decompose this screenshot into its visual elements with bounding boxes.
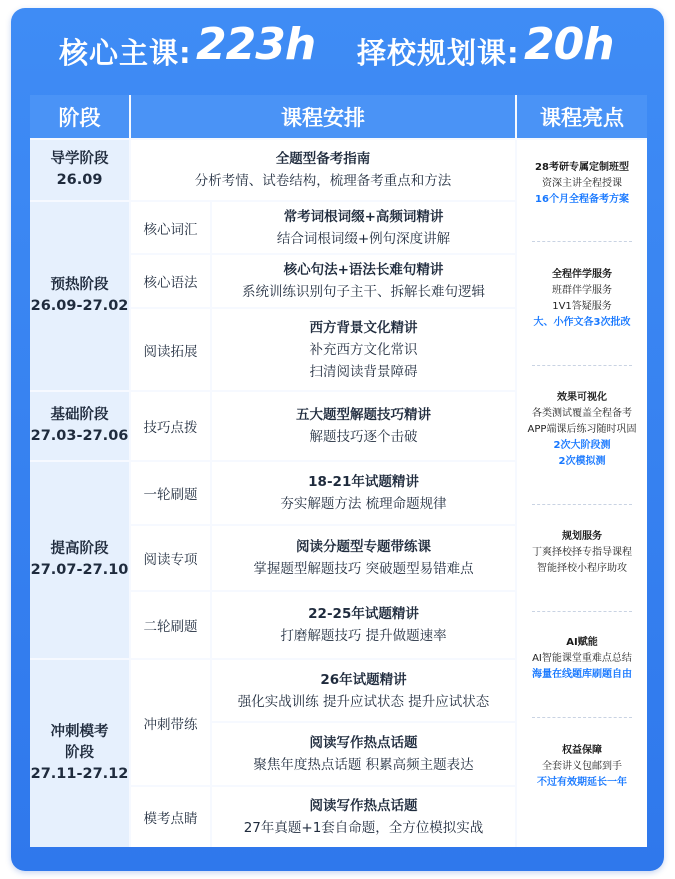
stage-sprint (30, 660, 129, 847)
course-title: 阅读写作热点话题 (309, 735, 418, 751)
stage-name: 预热阶段 (50, 277, 109, 293)
highlight-divider (532, 241, 632, 242)
highlight-emphasis: 2次模拟测 (558, 456, 606, 467)
highlight-title: 权益保障 (562, 745, 602, 756)
highlight-emphasis: 海量在线题库刷题自由 (532, 669, 632, 680)
stage-date: 27.11-27.12 (30, 766, 129, 782)
course-round1 (212, 462, 515, 524)
school-course-hours: 20h (524, 19, 614, 70)
subject-grammar: 核心语法 (131, 255, 210, 307)
highlight-emphasis: 大、小作文各3次批改 (533, 317, 631, 328)
course-desc: 掌握题型解题技巧 突破题型易错难点 (253, 561, 474, 577)
course-title: 22-25年试题精讲 (308, 606, 419, 622)
highlight-title: AI赋能 (566, 637, 598, 648)
course-desc: 分析考情、试卷结构，梳理备考重点和方法 (194, 173, 452, 189)
subject-mock: 模考点睛 (131, 787, 210, 847)
course-sprint-exam (212, 660, 515, 721)
highlight-line: 资深主讲全程授课 (542, 178, 622, 189)
highlight-divider (532, 611, 632, 612)
highlight-line: 班群伴学服务 (552, 285, 612, 296)
highlight-emphasis: 不过有效期延长一年 (537, 777, 627, 788)
highlight-emphasis: 16个月全程备考方案 (535, 194, 629, 205)
highlight-line: AI智能课堂重难点总结 (532, 653, 632, 664)
stage-name: 冲刺模考 (50, 724, 109, 740)
course-title: 五大题型解题技巧精讲 (296, 407, 431, 423)
course-title: 阅读写作热点话题 (309, 798, 418, 814)
course-desc: 聚焦年度热点话题 积累高频主题表达 (253, 757, 474, 773)
course-round2 (212, 592, 515, 658)
stage-basic (30, 392, 129, 460)
course-title: 阅读分题型专题带练课 (296, 539, 431, 555)
course-schedule-table (30, 95, 647, 847)
course-title: 常考词根词缀+高频词精讲 (283, 208, 444, 225)
core-course-hours: 223h (196, 19, 316, 70)
highlight-title: 全程伴学服务 (552, 269, 612, 280)
highlight-line: 各类测试覆盖全程备考 (532, 408, 632, 419)
course-title: 全题型备考指南 (275, 151, 371, 167)
column-header-stage: 阶段 (30, 95, 129, 138)
highlight-line: 1V1答疑服务 (552, 301, 612, 312)
subject-skills: 技巧点拨 (131, 392, 210, 460)
highlight-line: 丁爽择校择专指导课程 (532, 547, 632, 558)
stage-name-line2: 阶段 (65, 745, 94, 761)
column-header-course: 课程安排 (131, 95, 515, 138)
course-title: 26年试题精讲 (320, 671, 407, 688)
column-header-highlight: 课程亮点 (517, 95, 647, 138)
course-desc: 系统训练识别句子主干、拆解长难句逻辑 (242, 284, 485, 300)
highlight-guarantee (517, 743, 647, 791)
stage-date: 26.09-27.02 (30, 298, 129, 314)
course-reading-ext (212, 309, 515, 390)
course-desc: 补充西方文化常识 (309, 341, 418, 358)
course-desc: 打磨解题技巧 提升做题速率 (280, 628, 447, 644)
course-grammar (212, 255, 515, 307)
course-reading-topic (212, 526, 515, 590)
stage-guide (30, 140, 129, 200)
subject-vocab: 核心词汇 (131, 202, 210, 253)
course-title: 核心句法+语法长难句精讲 (283, 262, 444, 278)
course-desc: 夯实解题方法 梳理命题规律 (280, 496, 447, 512)
highlight-divider (532, 504, 632, 505)
subject-round1: 一轮刷题 (131, 462, 210, 524)
highlight-title: 28考研专属定制班型 (535, 162, 629, 173)
course-desc: 扫清阅读背景障碍 (309, 363, 418, 380)
subject-reading-topic: 阅读专项 (131, 526, 210, 590)
highlight-emphasis: 2次大阶段测 (553, 440, 611, 451)
highlight-title: 规划服务 (562, 531, 602, 542)
highlights-column (517, 140, 647, 847)
highlight-visualization (517, 390, 647, 470)
stage-name: 导学阶段 (50, 151, 109, 167)
course-desc: 强化实战训练 提升应试状态 提升应试状态 (237, 693, 490, 710)
course-desc: 解题技巧逐个击破 (309, 429, 418, 445)
highlight-custom-class (517, 160, 647, 208)
highlight-line: 全套讲义包邮到手 (542, 761, 622, 772)
course-title: 18-21年试题精讲 (308, 474, 419, 490)
course-desc: 27年真题+1套自命题，全方位模拟实战 (243, 820, 484, 836)
highlight-line: APP端课后练习随时巩固 (527, 424, 637, 435)
stage-name: 提高阶段 (50, 541, 109, 557)
core-course-label: 核心主课: (59, 36, 192, 70)
stage-date: 27.03-27.06 (30, 428, 129, 444)
highlight-line: 智能择校小程序助攻 (537, 563, 627, 574)
highlight-companion-service (517, 267, 647, 331)
hours-header (0, 0, 675, 88)
course-mock (212, 787, 515, 847)
stage-warmup (30, 202, 129, 390)
subject-round2: 二轮刷题 (131, 592, 210, 658)
highlight-ai (517, 635, 647, 683)
stage-name: 基础阶段 (50, 407, 109, 423)
stage-date: 27.07-27.10 (30, 562, 129, 578)
stage-date: 26.09 (56, 172, 103, 188)
highlight-divider (532, 365, 632, 366)
highlight-planning-service (517, 529, 647, 577)
course-skills (212, 392, 515, 460)
highlight-divider (532, 717, 632, 718)
course-title: 西方背景文化精讲 (309, 319, 418, 336)
subject-reading-ext: 阅读拓展 (131, 309, 210, 390)
course-desc: 结合词根词缀+例句深度讲解 (276, 230, 451, 247)
stage-improve (30, 462, 129, 658)
course-sprint-hot-topics (212, 723, 515, 785)
highlight-title: 效果可视化 (557, 392, 607, 403)
school-course-label: 择校规划课: (357, 36, 520, 70)
course-vocab (212, 202, 515, 253)
course-guide (131, 140, 515, 200)
subject-sprint: 冲刺带练 (131, 660, 210, 785)
